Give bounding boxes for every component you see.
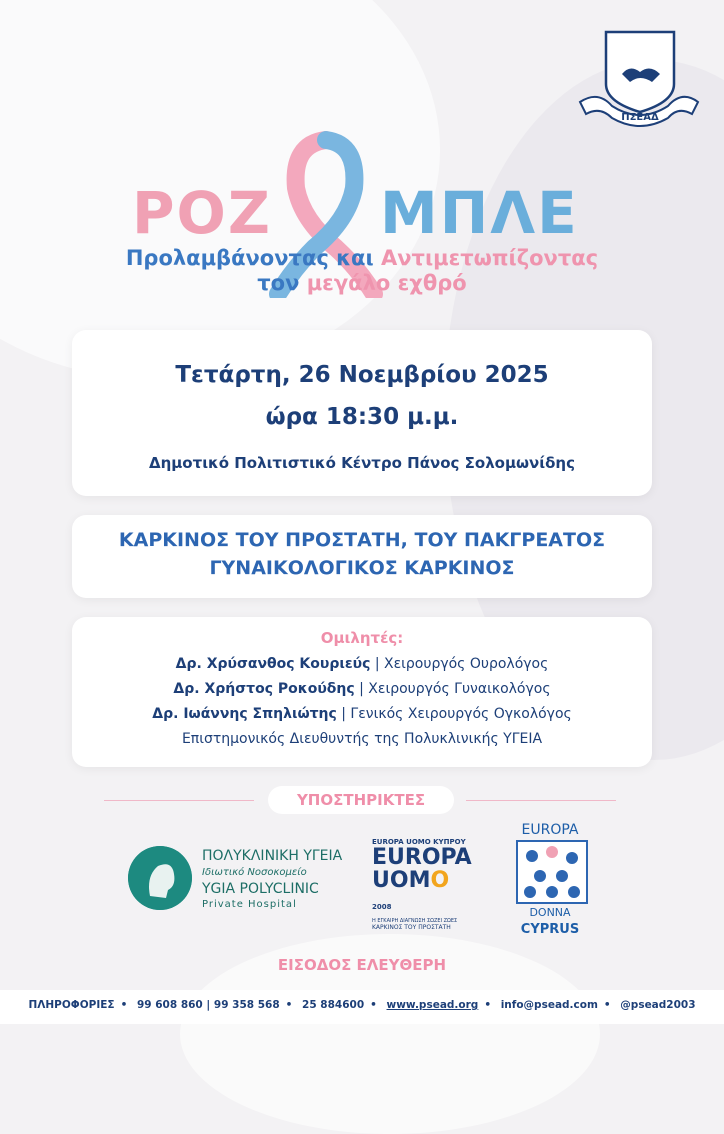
donna-figures-icon — [516, 840, 588, 904]
donna-top-text: EUROPA — [521, 822, 579, 838]
europa-donna-logo — [514, 822, 586, 940]
footer-label: ΠΛΗΡΟΦΟΡΙΕΣ — [28, 999, 115, 1011]
footer-info-bar: ΠΛΗΡΟΦΟΡΙΕΣ • 99 608 860 | 99 358 568 • 25 884600 • www.psead.org • info@psead.com • @psead2003 — [0, 990, 724, 1024]
uomo-male-symbol: O — [430, 868, 450, 893]
topic-line: ΓΥΝΑΙΚΟΛΟΓΙΚΟΣ ΚΑΡΚΙΝΟΣ — [209, 557, 515, 579]
topics-card — [72, 515, 652, 598]
speaker-role: | Χειρουργός Γυναικολόγος — [359, 681, 551, 697]
uomo-text: UOM — [372, 868, 431, 893]
speaker-role: | Χειρουργός Ουρολόγος — [374, 656, 549, 672]
uomo-top-text: EUROPA UOMO ΚΥΠΡΟΥ — [372, 838, 466, 846]
title-block — [0, 178, 724, 248]
speaker-item — [72, 681, 652, 697]
uomo-slogan: Η ΕΓΚΑΙΡΗ ΔΙΑΓΝΩΣΗ ΣΩΖΕΙ ΖΩΕΣ — [372, 918, 458, 924]
footer-website-link[interactable]: www.psead.org — [386, 999, 479, 1011]
speaker-name: Δρ. Χρύσανθος Κουριεύς — [175, 656, 371, 672]
speaker-name: Δρ. Ιωάννης Σπηλιώτης — [152, 706, 337, 722]
speaker-role: | Γενικός Χειρουργός Ογκολόγος — [341, 706, 572, 722]
subtitle-text: Αντιμετωπίζοντας — [380, 246, 599, 270]
title-roz: ΡΟΖ — [132, 179, 272, 247]
event-date: Τετάρτη, 26 Νοεμβρίου 2025 — [175, 362, 549, 388]
ygia-subtitle-english: Private Hospital — [202, 899, 297, 910]
uomo-year: 2008 — [372, 903, 392, 911]
psead-emblem-logo — [578, 28, 700, 132]
free-entry-text: ΕΙΣΟΔΟΣ ΕΛΕΥΘΕΡΗ — [277, 956, 447, 974]
subtitle-line-1 — [0, 246, 724, 270]
footer-phones: 99 608 860 | 99 358 568 — [136, 999, 280, 1011]
sponsors-heading: ΥΠΟΣΤΗΡΙΚΤΕΣ — [268, 786, 454, 814]
event-details-card — [72, 330, 652, 496]
footer-phone: 25 884600 — [302, 999, 365, 1011]
divider — [104, 800, 254, 801]
speakers-card — [72, 617, 652, 767]
topic-line: ΚΑΡΚΙΝΟΣ ΤΟΥ ΠΡΟΣΤΑΤΗ, ΤΟΥ ΠΑΚΓΡΕΑΤΟΣ — [118, 529, 606, 551]
title-mple: ΜΠΛΕ — [380, 179, 579, 247]
event-venue: Δημοτικό Πολιτιστικό Κέντρο Πάνος Σολομωνίδης — [148, 454, 575, 472]
footer-email-link[interactable]: info@psead.com — [500, 999, 598, 1011]
speakers-heading: Ομιλητές: — [320, 629, 404, 647]
donna-mid-text: DONNA — [529, 906, 571, 919]
divider — [466, 800, 616, 801]
ygia-name-english: YGIA POLYCLINIC — [202, 881, 319, 897]
donna-bottom-text: CYPRUS — [520, 922, 580, 937]
uomo-big-text-2 — [372, 870, 476, 918]
event-time: ώρα 18:30 μ.μ. — [265, 404, 459, 430]
speaker-item — [72, 656, 652, 672]
ygia-head-icon — [128, 846, 192, 910]
subtitle-line-2 — [0, 271, 724, 295]
uomo-big-text: EUROPA — [372, 845, 472, 870]
uomo-tagline: ΚΑΡΚΙΝΟΣ ΤΟΥ ΠΡΟΣΤΑΤΗ — [372, 924, 451, 931]
footer-social-handle[interactable]: @psead2003 — [620, 999, 696, 1011]
ygia-polyclinic-logo — [128, 840, 348, 914]
subtitle-text: Προλαμβάνοντας και — [125, 246, 374, 270]
speaker-item — [72, 706, 652, 722]
ygia-name-greek: ΠΟΛΥΚΛΙΝΙΚΗ ΥΓΕΙΑ — [202, 848, 343, 864]
europa-uomo-logo — [372, 838, 476, 931]
emblem-label: ΠΣΕΑΔ — [621, 112, 659, 123]
subtitle-text: τον — [257, 271, 300, 295]
speaker-name: Δρ. Χρήστος Ροκούδης — [173, 681, 355, 697]
ygia-subtitle-greek: Ιδιωτικό Νοσοκομείο — [202, 867, 307, 878]
speaker-extra: Επιστημονικός Διευθυντής της Πολυκλινικής ΥΓΕΙΑ — [181, 731, 543, 747]
subtitle-text: μεγάλο εχθρό — [306, 271, 467, 295]
